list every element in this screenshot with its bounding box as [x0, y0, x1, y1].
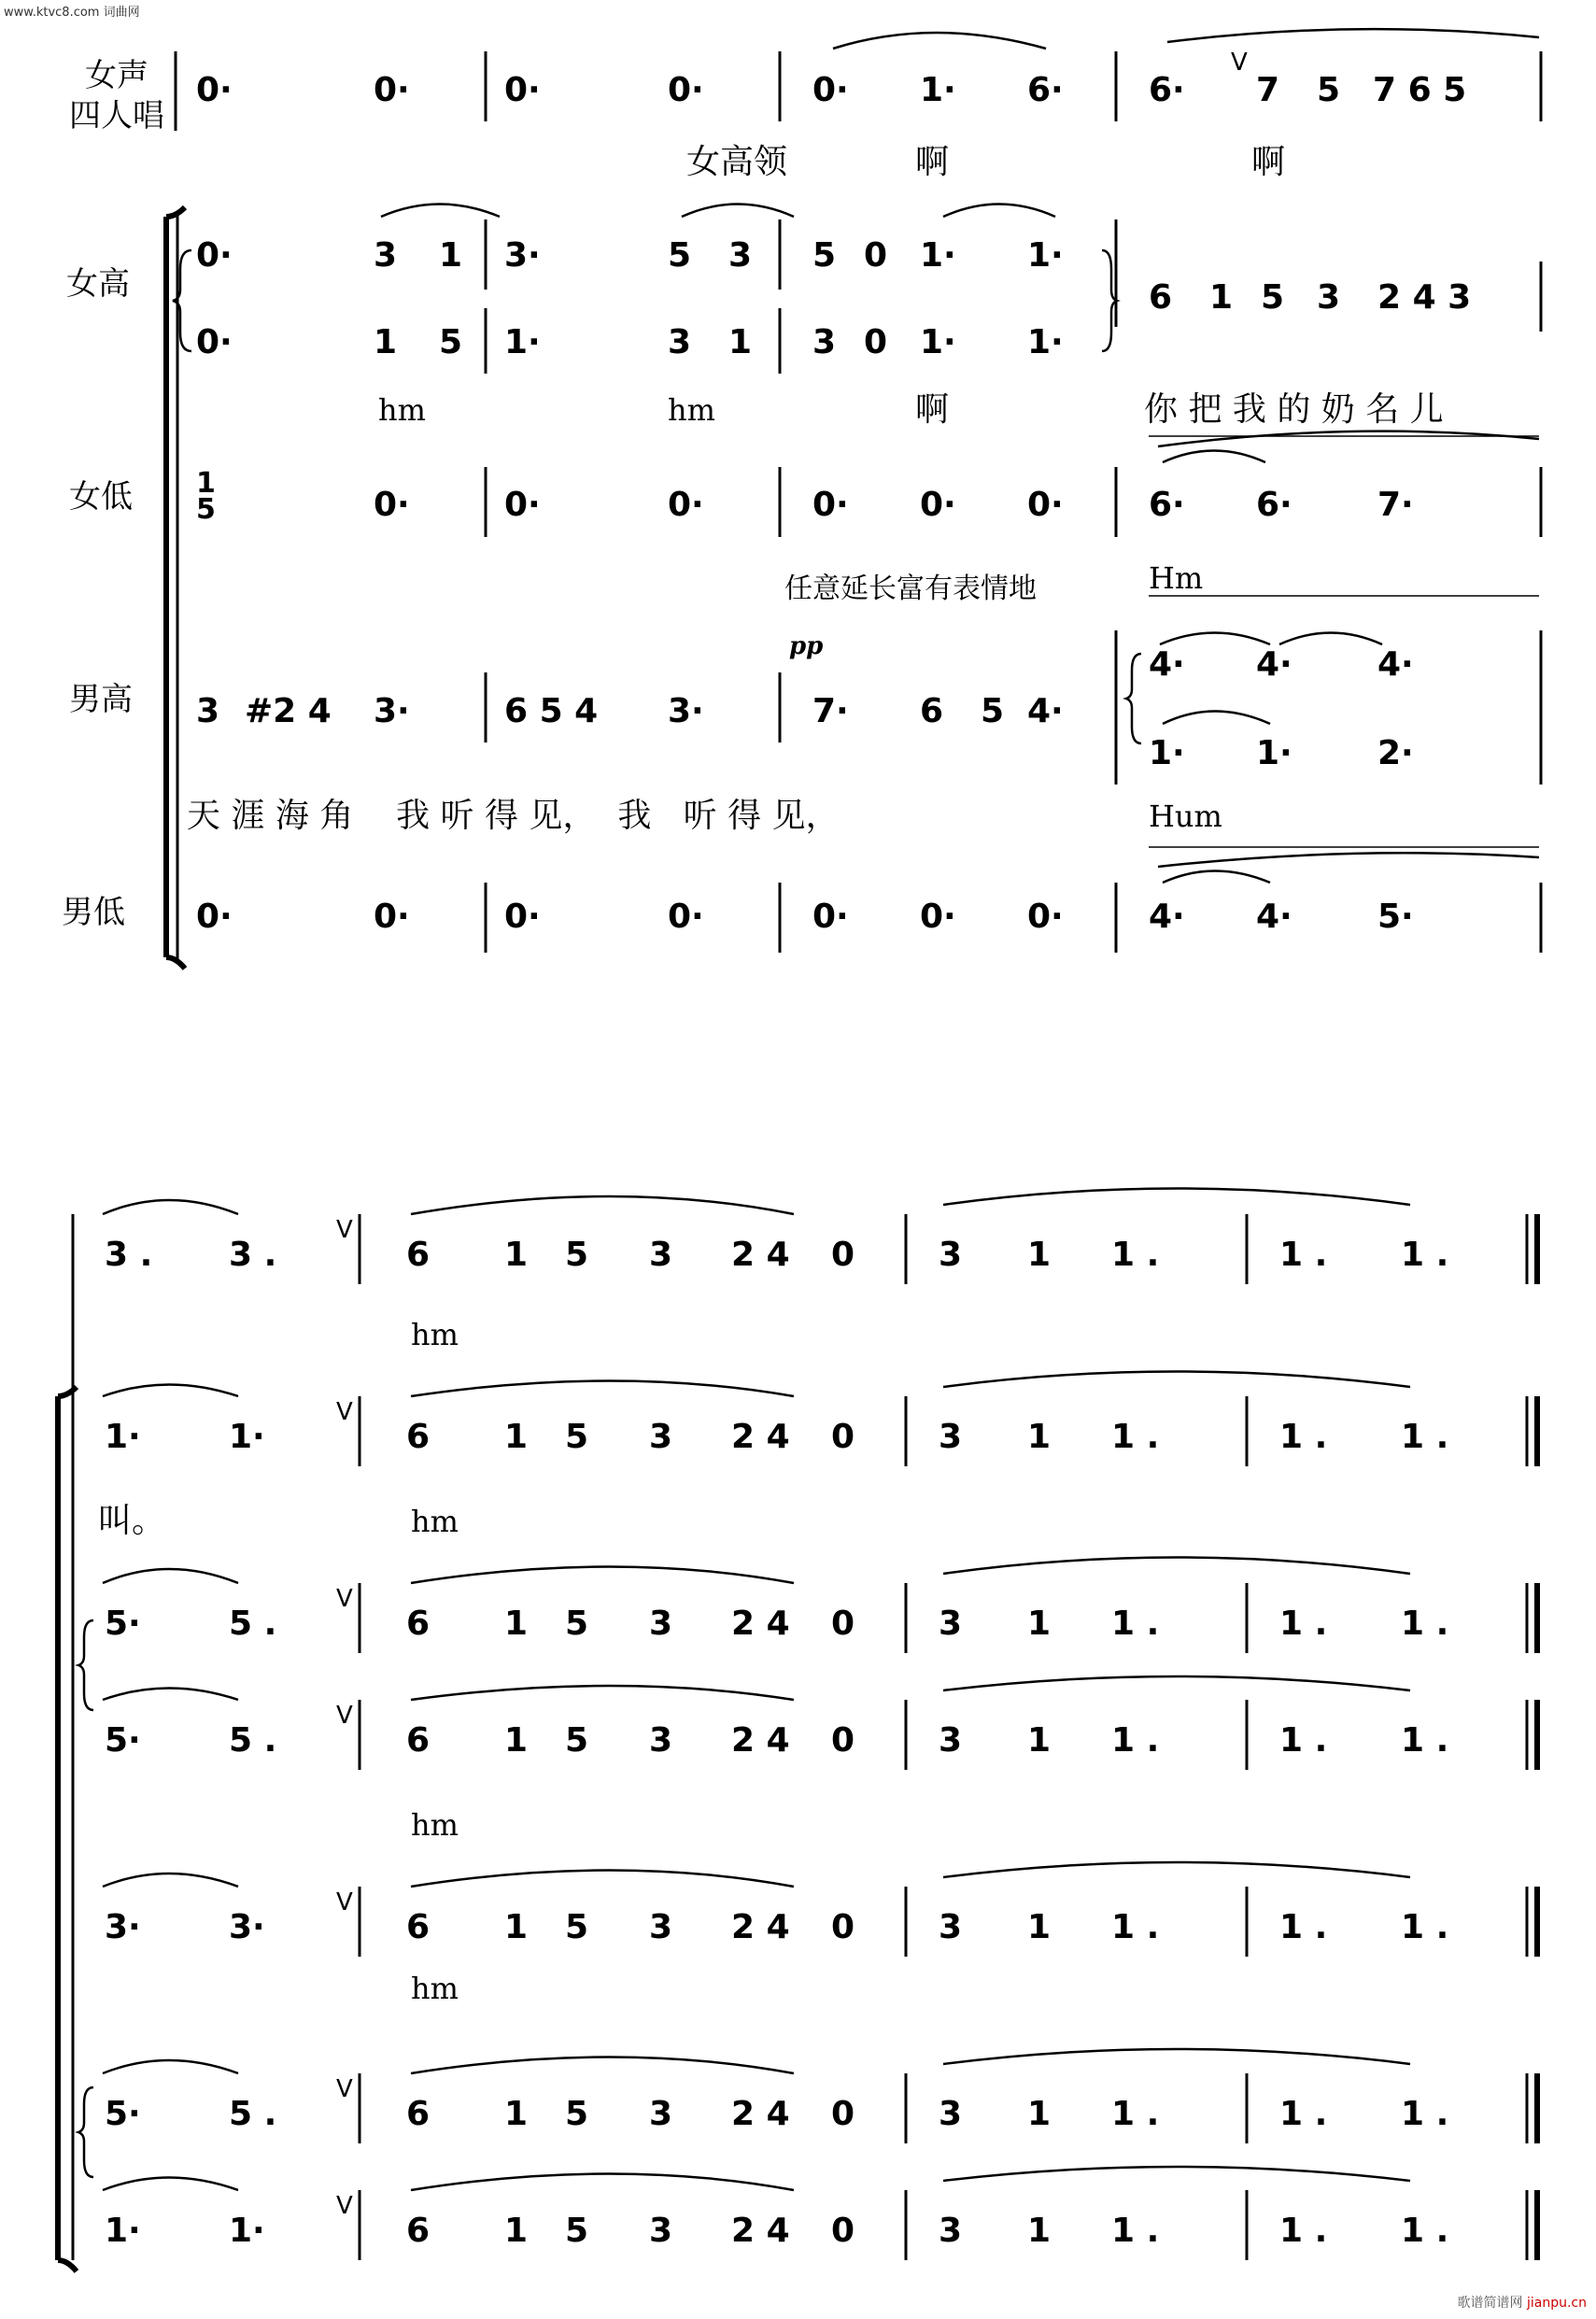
notation-stroke — [103, 1569, 238, 1583]
notation-text: 3 — [668, 323, 692, 361]
notation-text: 1 . — [1111, 1605, 1160, 1643]
notation-text: 4· — [1377, 645, 1414, 684]
notation-text: #2 4 — [245, 692, 332, 730]
notation-text: 0· — [812, 71, 849, 109]
notation-text: 2 4 — [731, 1908, 790, 1946]
notation-text: V — [336, 2075, 353, 2103]
notation-text: 6 — [406, 2095, 431, 2133]
notation-text: 3 — [939, 1418, 963, 1456]
notation-text: 5 — [439, 323, 463, 361]
notation-text: V — [336, 1216, 353, 1244]
notation-text: 2 4 — [731, 1721, 790, 1760]
notation-text: 3 . — [105, 1236, 153, 1274]
notation-text: 3 — [728, 236, 753, 275]
notation-text: 7 — [1256, 71, 1280, 109]
notation-text: 6· — [1027, 71, 1064, 109]
notation-text: 1 . — [1401, 2095, 1449, 2133]
notation-text: hm — [411, 1317, 459, 1352]
notation-text: 你 把 我 的 奶 名 儿 — [1144, 390, 1444, 429]
notation-text: 3 — [649, 2212, 673, 2250]
notation-text: 0· — [812, 898, 849, 936]
notation-text: 1 — [504, 1236, 529, 1274]
notation-stroke — [943, 1189, 1410, 1206]
notation-text: 3 — [649, 1236, 673, 1274]
notation-text: 1 — [728, 323, 753, 361]
notation-text: 2 4 — [731, 2212, 790, 2250]
notation-text: 5· — [1377, 898, 1414, 936]
notation-text: 5 — [196, 493, 216, 526]
notation-text: 7 6 5 — [1373, 71, 1467, 109]
notation-text: 1 . — [1111, 2095, 1160, 2133]
notation-text: 3· — [229, 1908, 265, 1946]
notation-stroke — [103, 1200, 238, 1214]
notation-text: 7· — [1377, 486, 1414, 524]
notation-stroke — [1158, 431, 1539, 446]
notation-text: 2 4 — [731, 1418, 790, 1456]
notation-stroke — [103, 1385, 238, 1397]
notation-text: 3 — [649, 1418, 673, 1456]
notation-text: 1 — [504, 1605, 529, 1643]
notation-text: 啊 — [915, 143, 950, 181]
notation-text: 3 — [649, 1605, 673, 1643]
notation-text: 2 4 — [731, 1605, 790, 1643]
notation-text: 1 — [1027, 1418, 1052, 1456]
notation-text: 1 . — [1401, 1721, 1449, 1760]
notation-text: 1· — [1256, 734, 1292, 772]
notation-text: 3 — [374, 236, 398, 275]
notation-stroke — [411, 1686, 794, 1700]
notation-text: 1· — [920, 323, 956, 361]
notation-stroke — [411, 1381, 794, 1397]
notation-text: 6 — [1149, 278, 1173, 317]
notation-text: 0· — [196, 323, 233, 361]
notation-text: 3 — [939, 1605, 963, 1643]
notation-text: 6 — [406, 1605, 431, 1643]
notation-text: 0 — [831, 1908, 855, 1946]
notation-text: 1 . — [1111, 1908, 1160, 1946]
notation-text: 6· — [1149, 71, 1185, 109]
watermark-top: www.ktvc8.com 词曲网 — [4, 6, 140, 20]
notation-text: V — [336, 2192, 353, 2220]
notation-stroke — [411, 1196, 794, 1214]
part-label-tenor: 男高 — [69, 681, 133, 718]
notation-text: 3· — [504, 236, 541, 275]
notation-text: 3 . — [229, 1236, 277, 1274]
watermark-bottom-site: jianpu.cn — [1526, 2296, 1587, 2311]
notation-stroke — [411, 2057, 794, 2074]
notation-text: 3· — [668, 692, 704, 730]
notation-text: 0 — [864, 323, 888, 361]
notation-text: 6· — [1256, 486, 1292, 524]
notation-text: 1 . — [1111, 1236, 1160, 1274]
notation-text: 2 4 — [731, 2095, 790, 2133]
notation-text: 3 — [939, 1236, 963, 1274]
notation-text: V — [336, 1888, 353, 1916]
notation-text: 任意延长富有表情地 — [784, 573, 1037, 605]
notation-text: 5 — [565, 1418, 589, 1456]
notation-text: 0· — [668, 898, 704, 936]
notation-text: 1· — [1027, 236, 1064, 275]
notation-stroke — [943, 1558, 1410, 1575]
notation-text: 4· — [1149, 898, 1185, 936]
notation-stroke — [1158, 853, 1539, 867]
notation-text: 1 . — [1279, 2212, 1328, 2250]
notation-text: 1 — [196, 467, 216, 500]
notation-stroke — [943, 205, 1055, 218]
notation-text: 2· — [1377, 734, 1414, 772]
notation-text: 3 — [939, 2212, 963, 2250]
watermark-bottom — [1458, 2293, 1587, 2312]
notation-stroke — [943, 1676, 1410, 1690]
system-2-lyrics — [98, 1317, 459, 2006]
notation-text: 1 — [504, 1908, 529, 1946]
notation-text: 0· — [812, 486, 849, 524]
notation-text: V — [336, 1702, 353, 1730]
notation-stroke — [1279, 633, 1382, 645]
notation-text: 6 — [406, 1908, 431, 1946]
notation-text: 1· — [229, 2212, 265, 2250]
notation-text: 0· — [196, 71, 233, 109]
notation-text: 0· — [196, 236, 233, 275]
notation-text: 3· — [374, 692, 410, 730]
notation-text: 6 — [406, 1418, 431, 1456]
notation-text: 1 — [1209, 278, 1234, 317]
final-double-barlines — [1527, 1214, 1537, 2260]
notation-text: 1 — [504, 1721, 529, 1760]
notation-text: 5 — [1261, 278, 1285, 317]
notation-text: hm — [411, 1971, 459, 2006]
notation-text: 5 . — [229, 2095, 277, 2133]
notation-text: 5 — [981, 692, 1005, 730]
notation-text: 天 涯 海 角 我 听 得 见， 我 听 得 见， — [187, 797, 840, 835]
notation-text: pp — [789, 632, 824, 660]
notation-text: 0· — [374, 71, 410, 109]
notation-text: 5· — [105, 2095, 141, 2133]
notation-text: 0· — [374, 898, 410, 936]
notation-text: 3 — [939, 1721, 963, 1760]
notation-text: 4· — [1149, 645, 1185, 684]
part-label-soprano: 女高 — [66, 265, 130, 303]
notation-text: 1 — [1027, 2212, 1052, 2250]
notation-text: hm — [378, 392, 426, 428]
notation-text: 0 — [864, 236, 888, 275]
notation-text: hm — [411, 1504, 459, 1539]
notation-text: 5 — [565, 1605, 589, 1643]
system-2-breath-marks — [336, 1216, 353, 2220]
notation-stroke — [1163, 451, 1265, 463]
notation-text: 3 — [1317, 278, 1341, 317]
system2-brace-2 — [78, 2087, 93, 2177]
notation-text: 0· — [1027, 486, 1064, 524]
notation-text: 女高领 — [686, 143, 788, 181]
notation-stroke — [103, 1874, 238, 1887]
notation-text: 1 . — [1279, 1908, 1328, 1946]
notation-text: 3· — [105, 1908, 141, 1946]
notation-text: 5 . — [229, 1605, 277, 1643]
notation-stroke — [411, 1567, 794, 1584]
notation-text: 3 — [196, 692, 220, 730]
notation-text: 4· — [1256, 898, 1292, 936]
notation-stroke — [103, 2060, 238, 2073]
notation-stroke — [103, 2178, 238, 2191]
notation-text: 3 — [649, 2095, 673, 2133]
notation-stroke — [1163, 871, 1270, 884]
notation-text: 1 — [439, 236, 463, 275]
notation-text: 5 — [1317, 71, 1341, 109]
notation-text: 3 — [812, 323, 837, 361]
notation-text: 0 — [831, 1418, 855, 1456]
notation-text: 0· — [504, 898, 541, 936]
notation-text: 1 . — [1279, 1721, 1328, 1760]
notation-text: 0· — [668, 486, 704, 524]
notation-text: 1 — [1027, 1721, 1052, 1760]
notation-text: 1· — [1027, 323, 1064, 361]
notation-text: 2 4 3 — [1377, 278, 1472, 317]
notation-text: 1 — [374, 323, 398, 361]
notation-text: Hm — [1149, 560, 1204, 596]
notation-stroke — [1160, 633, 1270, 645]
notation-text: 5 — [565, 1908, 589, 1946]
notation-text: 1 . — [1279, 2095, 1328, 2133]
notation-text: 5 — [668, 236, 692, 275]
notation-text: Hum — [1149, 799, 1222, 834]
notation-text: 1· — [105, 1418, 141, 1456]
notation-stroke — [103, 1689, 238, 1701]
notation-text: 0· — [374, 486, 410, 524]
notation-stroke — [943, 2049, 1410, 2064]
part-label-quartet: 四人唱 — [69, 97, 164, 134]
notation-text: 1· — [920, 71, 956, 109]
notation-text: 5· — [105, 1605, 141, 1643]
notation-text: 3 — [649, 1908, 673, 1946]
notation-text: 0 — [831, 1605, 855, 1643]
notation-text: 5 . — [229, 1721, 277, 1760]
notation-stroke — [1167, 29, 1539, 42]
notation-stroke — [943, 1862, 1410, 1877]
notation-text: 6 — [406, 1236, 431, 1274]
notation-stroke — [943, 1372, 1410, 1388]
notation-text: 1 — [1027, 1236, 1052, 1274]
notation-text: 1 . — [1401, 1236, 1449, 1274]
notation-text: 0· — [504, 486, 541, 524]
system-2-slurs — [103, 1189, 1410, 2191]
notation-text: 1· — [105, 2212, 141, 2250]
notation-text: 1 . — [1401, 1418, 1449, 1456]
notation-stroke — [1163, 712, 1270, 725]
notation-text: 0· — [920, 898, 956, 936]
notation-text: 0· — [196, 898, 233, 936]
notation-text: 1· — [920, 236, 956, 275]
notation-stroke — [411, 1871, 794, 1888]
notation-stroke — [943, 2167, 1410, 2181]
notation-stroke — [381, 205, 500, 218]
notation-text: 6 — [920, 692, 944, 730]
notation-text: 0 — [831, 1721, 855, 1760]
notation-text: V — [1231, 49, 1248, 77]
notation-text: 1 . — [1401, 1908, 1449, 1946]
part-label-female-voice: 女声 — [85, 57, 148, 94]
notation-text: 6 — [406, 1721, 431, 1760]
notation-text: 0· — [1027, 898, 1064, 936]
notation-text: 6 — [406, 2212, 431, 2250]
notation-text: 0· — [668, 71, 704, 109]
notation-text: 1 — [504, 2212, 529, 2250]
notation-text: 1 . — [1111, 1418, 1160, 1456]
notation-text: 1 — [504, 2095, 529, 2133]
part-label-bass: 男低 — [62, 894, 125, 931]
system-1-slurs — [381, 29, 1539, 883]
notation-stroke — [833, 33, 1046, 49]
notation-text: 啊 — [1251, 143, 1286, 181]
notation-text: 5· — [105, 1721, 141, 1760]
notation-text: 3 — [649, 1721, 673, 1760]
notation-text: 5 — [812, 236, 837, 275]
notation-text: 5 — [565, 2212, 589, 2250]
notation-text: 1 . — [1401, 1605, 1449, 1643]
notation-text: 1 — [1027, 1605, 1052, 1643]
notation-text: 0· — [504, 71, 541, 109]
notation-text: 5 — [565, 1721, 589, 1760]
notation-text: 1 . — [1279, 1236, 1328, 1274]
notation-text: hm — [668, 392, 715, 428]
notation-text: hm — [411, 1807, 459, 1843]
notation-text: V — [336, 1585, 353, 1613]
notation-text: 1 — [1027, 2095, 1052, 2133]
notation-stroke — [682, 205, 794, 218]
notation-text: 7· — [812, 692, 849, 730]
notation-text: 5 — [565, 2095, 589, 2133]
notation-text: 1 — [1027, 1908, 1052, 1946]
part-label-alto: 女低 — [69, 478, 133, 516]
notation-text: 1· — [504, 323, 541, 361]
notation-text: 1· — [229, 1418, 265, 1456]
choir-bracket — [166, 207, 185, 969]
notation-text: 3 — [939, 2095, 963, 2133]
part-labels — [62, 57, 164, 931]
notation-text: 啊 — [915, 390, 950, 429]
notation-text: 3 — [939, 1908, 963, 1946]
notation-text: 0· — [920, 486, 956, 524]
watermark-bottom-prefix: 歌谱简谱网 — [1457, 2296, 1523, 2311]
notation-text: 6 5 4 — [504, 692, 599, 730]
notation-text: 叫。 — [98, 1502, 166, 1540]
system2-brace-1 — [78, 1620, 93, 1710]
notation-text: 0 — [831, 1236, 855, 1274]
notation-text: 1 . — [1401, 2212, 1449, 2250]
notation-text: 1 . — [1111, 1721, 1160, 1760]
notation-text: 0 — [831, 2212, 855, 2250]
notation-text: 2 4 — [731, 1236, 790, 1274]
tenor-brace-left — [1126, 654, 1141, 743]
notation-text: 1 — [504, 1418, 529, 1456]
notation-text: 4· — [1027, 692, 1064, 730]
notation-text: 1 . — [1279, 1605, 1328, 1643]
notation-text: 1 . — [1111, 2212, 1160, 2250]
notation-text: 4· — [1256, 645, 1292, 684]
notation-text: 6· — [1149, 486, 1185, 524]
notation-text: V — [336, 1398, 353, 1426]
notation-text: 0 — [831, 2095, 855, 2133]
notation-text: 1 . — [1279, 1418, 1328, 1456]
notation-text: 1· — [1149, 734, 1185, 772]
notation-stroke — [411, 2174, 794, 2191]
soprano-brace — [173, 250, 191, 351]
system-1-breath-marks — [1231, 49, 1248, 77]
notation-text: 5 — [565, 1236, 589, 1274]
